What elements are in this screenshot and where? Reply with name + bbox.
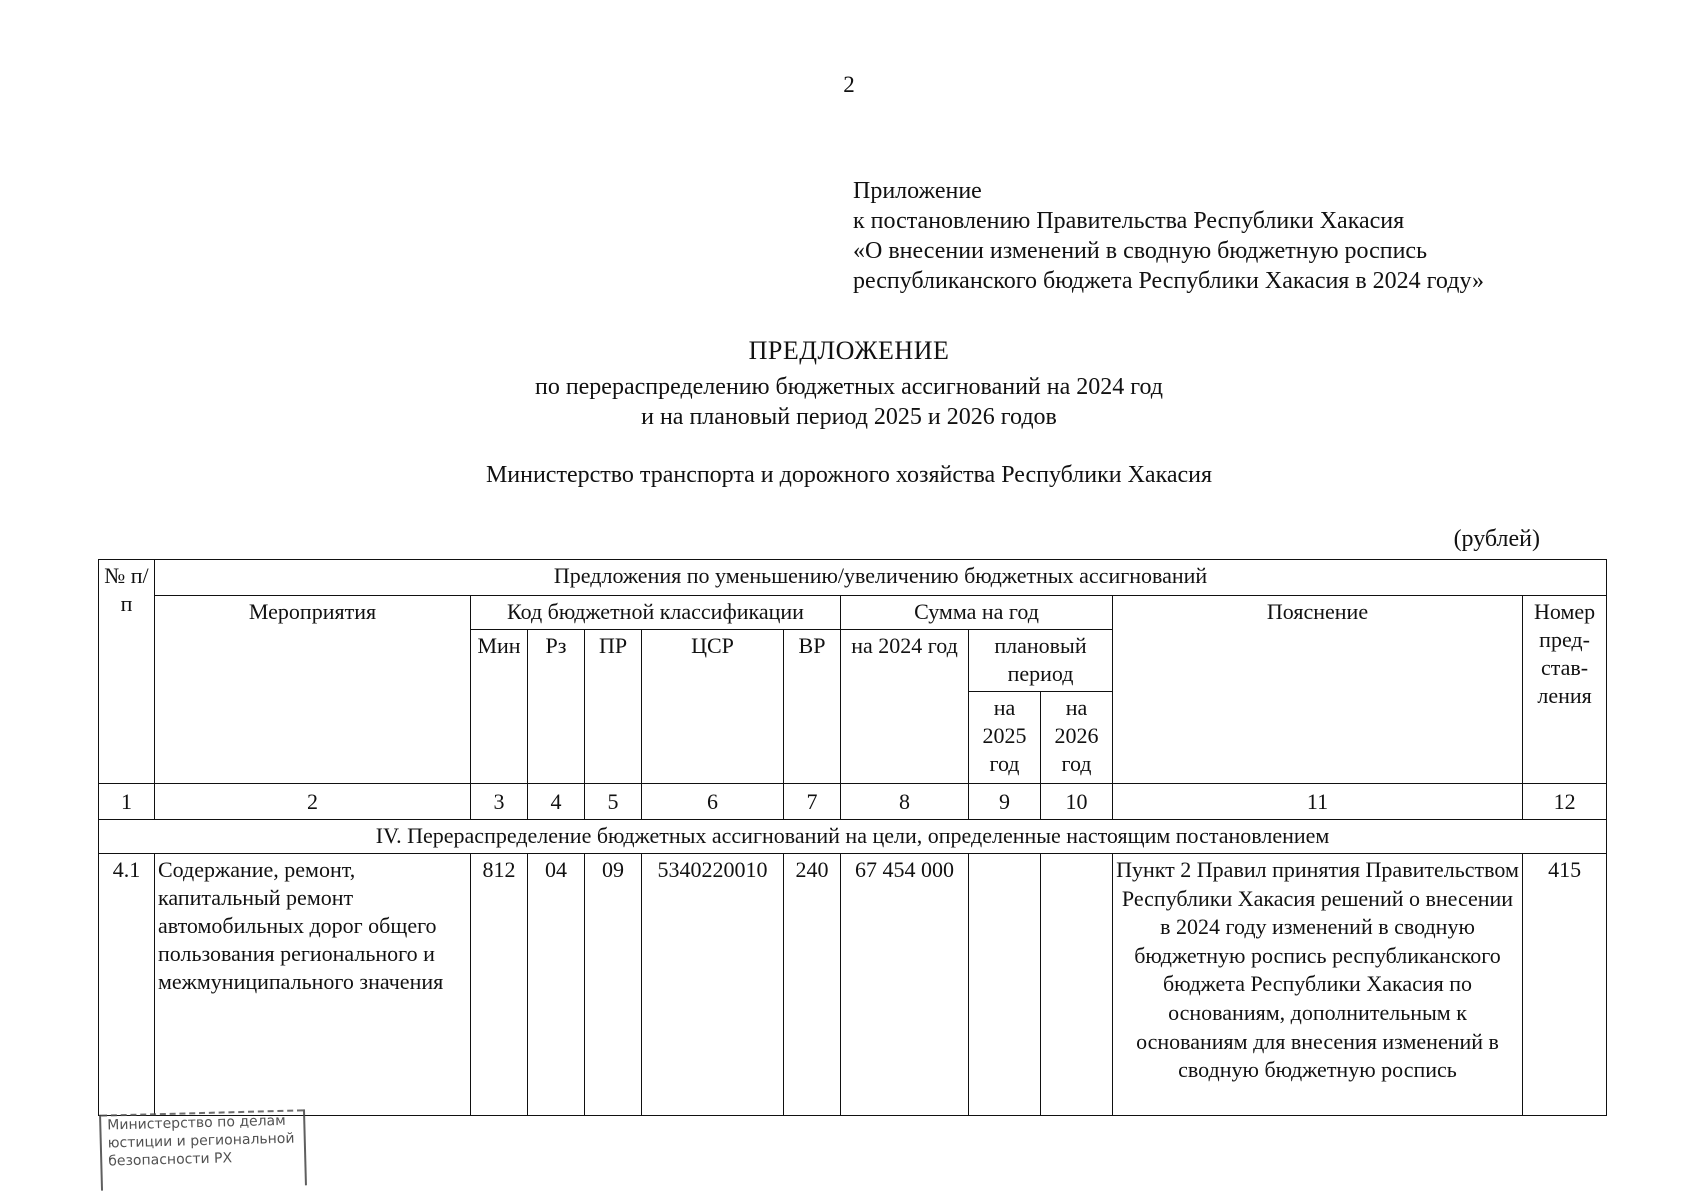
row-year-2025 — [969, 854, 1041, 1116]
appendix-line-4: республиканского бюджета Республики Хакасия в 2024 году» — [853, 268, 1485, 294]
document-title: ПРЕДЛОЖЕНИЕ — [748, 336, 950, 365]
appendix-block — [853, 176, 1484, 296]
table-row — [99, 854, 1607, 1116]
header-year-2025: на 2025 год — [969, 692, 1041, 784]
col-number: 8 — [841, 784, 969, 820]
header-csr: ЦСР — [642, 630, 784, 784]
col-number: 3 — [471, 784, 528, 820]
document-subtitle — [0, 372, 1698, 432]
header-proposals: Предложения по уменьшению/увеличению бюджетных ассигнований — [155, 560, 1607, 596]
header-rz: Рз — [528, 630, 585, 784]
subtitle-line-2: и на плановый период 2025 и 2026 годов — [641, 404, 1057, 430]
row-submission-num: 415 — [1523, 854, 1607, 1116]
appendix-line-1: Приложение — [853, 178, 982, 204]
row-csr: 5340220010 — [642, 854, 784, 1116]
col-number: 10 — [1041, 784, 1113, 820]
col-number: 6 — [642, 784, 784, 820]
header-year-2024: на 2024 год — [841, 630, 969, 784]
col-number: 5 — [585, 784, 642, 820]
subtitle-line-1: по перераспределению бюджетных ассигнований на 2024 год — [534, 374, 1164, 400]
ministry-name: Министерство транспорта и дорожного хозяйства Республики Хакасия — [485, 462, 1213, 488]
row-vr: 240 — [784, 854, 841, 1116]
header-code: Код бюджетной классификации — [471, 596, 841, 630]
row-explanation: Пункт 2 Правил принятия Правительством Республики Хакасия решений о внесении в 2024 году изменений в сводную бюджетную роспись республиканского бюджета Республики Хакасия по основаниям, дополнительным к основаниям для внесения изменений в сводную бюджетную роспись — [1113, 854, 1523, 1116]
units-label: (рублей) — [1453, 526, 1540, 552]
header-explanation: Пояснение — [1113, 596, 1523, 784]
header-planned-period: плановый период — [969, 630, 1113, 692]
registration-stamp — [99, 1109, 307, 1190]
page-number: 2 — [843, 72, 855, 97]
stamp-line-3: безопасности РХ — [108, 1150, 233, 1170]
header-pr: ПР — [585, 630, 642, 784]
col-number: 2 — [155, 784, 471, 820]
col-number: 11 — [1113, 784, 1523, 820]
col-number: 7 — [784, 784, 841, 820]
header-num: № п/п — [99, 560, 155, 784]
row-year-2024: 67 454 000 — [841, 854, 969, 1116]
col-number: 4 — [528, 784, 585, 820]
col-number: 9 — [969, 784, 1041, 820]
header-min: Мин — [471, 630, 528, 784]
row-pr: 09 — [585, 854, 642, 1116]
appendix-line-2: к постановлению Правительства Республики Хакасия — [853, 208, 1405, 234]
header-vr: ВР — [784, 630, 841, 784]
stamp-line-2: юстиции и региональной — [107, 1130, 295, 1152]
stamp-line-1: Министерство по делам — [107, 1112, 286, 1134]
row-rz: 04 — [528, 854, 585, 1116]
row-min: 812 — [471, 854, 528, 1116]
col-number: 1 — [99, 784, 155, 820]
row-year-2026 — [1041, 854, 1113, 1116]
header-year-2026: на 2026 год — [1041, 692, 1113, 784]
col-number: 12 — [1523, 784, 1607, 820]
budget-table — [98, 559, 1607, 1116]
header-activity: Мероприятия — [155, 596, 471, 784]
header-sum: Сумма на год — [841, 596, 1113, 630]
section-heading: IV. Перераспределение бюджетных ассигнований на цели, определенные настоящим постановлением — [99, 820, 1607, 854]
row-num: 4.1 — [99, 854, 155, 1116]
appendix-line-3: «О внесении изменений в сводную бюджетную роспись — [853, 238, 1428, 264]
row-activity: Содержание, ремонт, капитальный ремонт автомобильных дорог общего пользования регионального и межмуниципального значения — [155, 854, 471, 1116]
header-submission-num: Номер пред-став-ления — [1523, 596, 1607, 784]
